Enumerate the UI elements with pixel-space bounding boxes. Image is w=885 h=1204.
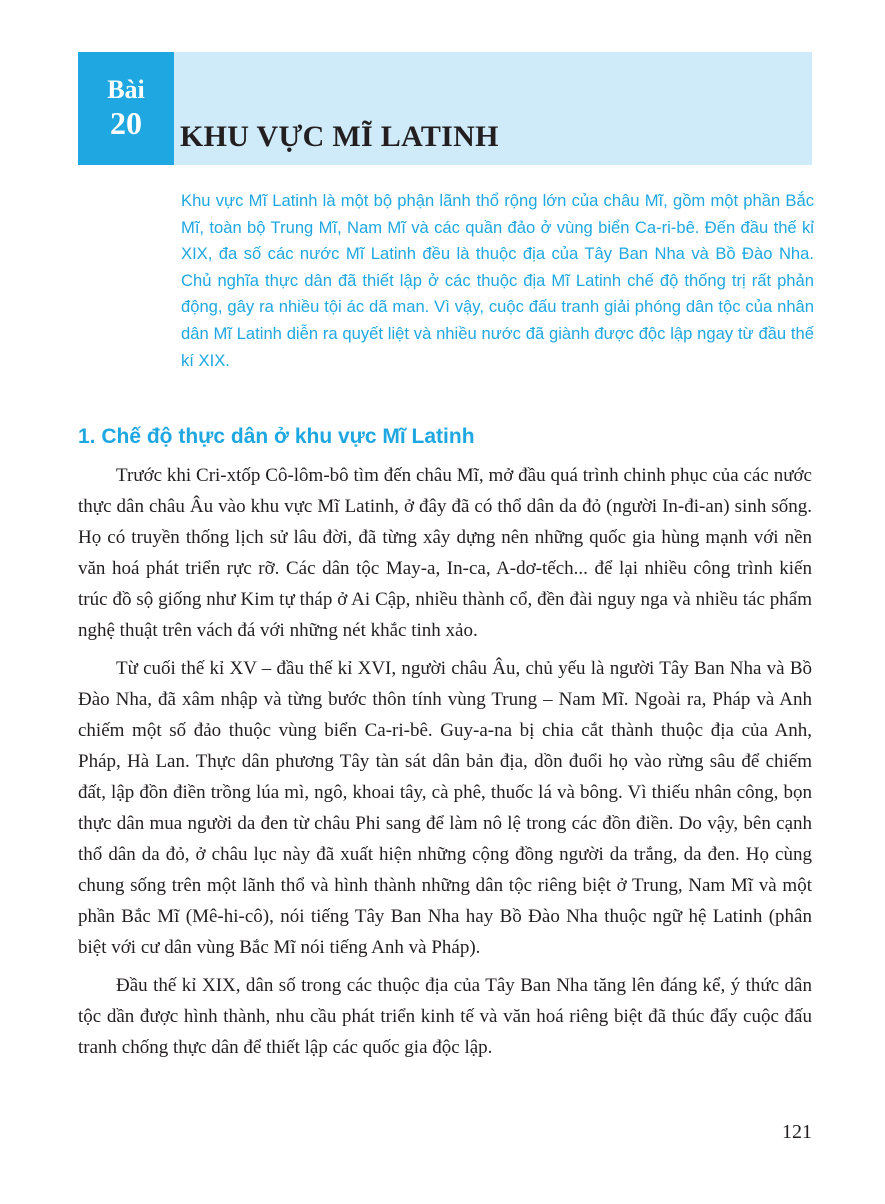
lesson-title: KHU VỰC MĨ LATINH [180, 120, 499, 153]
lesson-badge [78, 52, 174, 165]
lesson-header [78, 52, 812, 165]
page-number: 121 [782, 1121, 812, 1143]
paragraph-2: Từ cuối thế kỉ XV – đầu thế kỉ XVI, người châu Âu, chủ yếu là người Tây Ban Nha và Bồ Đào Nha, đã xâm nhập và từng bước thôn tính vùng Trung – Nam Mĩ. Ngoài ra, Pháp và Anh chiếm một số đảo thuộc vùng biển Ca-ri-bê. Guy-a-na bị chia cắt thành thuộc địa của Anh, Pháp, Hà Lan. Thực dân phương Tây tàn sát dân bản địa, dồn đuổi họ vào rừng sâu để chiếm đất, lập đồn điền trồng lúa mì, ngô, khoai tây, cà phê, thuốc lá và bông. Vì thiếu nhân công, bọn thực dân mua người da đen từ châu Phi sang để làm nô lệ trong các đồn điền. Do vậy, bên cạnh thổ dân da đỏ, ở châu lục này đã xuất hiện những cộng đồng người da trắng, da đen. Họ cùng chung sống trên một lãnh thổ và hình thành những dân tộc riêng biệt ở Trung, Nam Mĩ và một phần Bắc Mĩ (Mê-hi-cô), nói tiếng Tây Ban Nha hay Bồ Đào Nha thuộc ngữ hệ Latinh (phân biệt với cư dân vùng Bắc Mĩ nói tiếng Anh và Pháp). [78, 658, 812, 958]
intro-paragraph: Khu vực Mĩ Latinh là một bộ phận lãnh thổ rộng lớn của châu Mĩ, gồm một phần Bắc Mĩ, toàn bộ Trung Mĩ, Nam Mĩ và các quần đảo ở vùng biển Ca-ri-bê. Đến đầu thế kỉ XIX, đa số các nước Mĩ Latinh đều là thuộc địa của Tây Ban Nha và Bồ Đào Nha. Chủ nghĩa thực dân đã thiết lập ở các thuộc địa Mĩ Latinh chế độ thống trị rất phản động, gây ra nhiều tội ác dã man. Vì vậy, cuộc đấu tranh giải phóng dân tộc của nhân dân Mĩ Latinh diễn ra quyết liệt và nhiều nước đã giành được độc lập ngay từ đầu thế kí XIX. [181, 191, 814, 370]
body-text [78, 460, 812, 1070]
paragraph-3: Đầu thế kỉ XIX, dân số trong các thuộc địa của Tây Ban Nha tăng lên đáng kể, ý thức dân tộc dần được hình thành, nhu cầu phát triển kinh tế và văn hoá riêng biệt đã thúc đẩy cuộc đấu tranh chống thực dân để thiết lập các quốc gia độc lập. [78, 975, 812, 1058]
lesson-number: 20 [110, 105, 142, 141]
paragraph-1: Trước khi Cri-xtốp Cô-lôm-bô tìm đến châu Mĩ, mở đầu quá trình chinh phục của các nước thực dân châu Âu vào khu vực Mĩ Latinh, ở đây đã có thổ dân da đỏ (người In-đi-an) sinh sống. Họ có truyền thống lịch sử lâu đời, đã từng xây dựng nên những quốc gia hùng mạnh với nền văn hoá phát triển rực rỡ. Các dân tộc May-a, In-ca, A-dơ-tếch... để lại nhiều công trình kiến trúc đồ sộ giống như Kim tự tháp ở Ai Cập, nhiều thành cổ, đền đài nguy nga và nhiều tác phẩm nghệ thuật trên vách đá với những nét khắc tinh xảo. [78, 465, 812, 641]
lesson-label: Bài [107, 75, 145, 104]
section-heading: 1. Chế độ thực dân ở khu vực Mĩ Latinh [78, 425, 475, 448]
